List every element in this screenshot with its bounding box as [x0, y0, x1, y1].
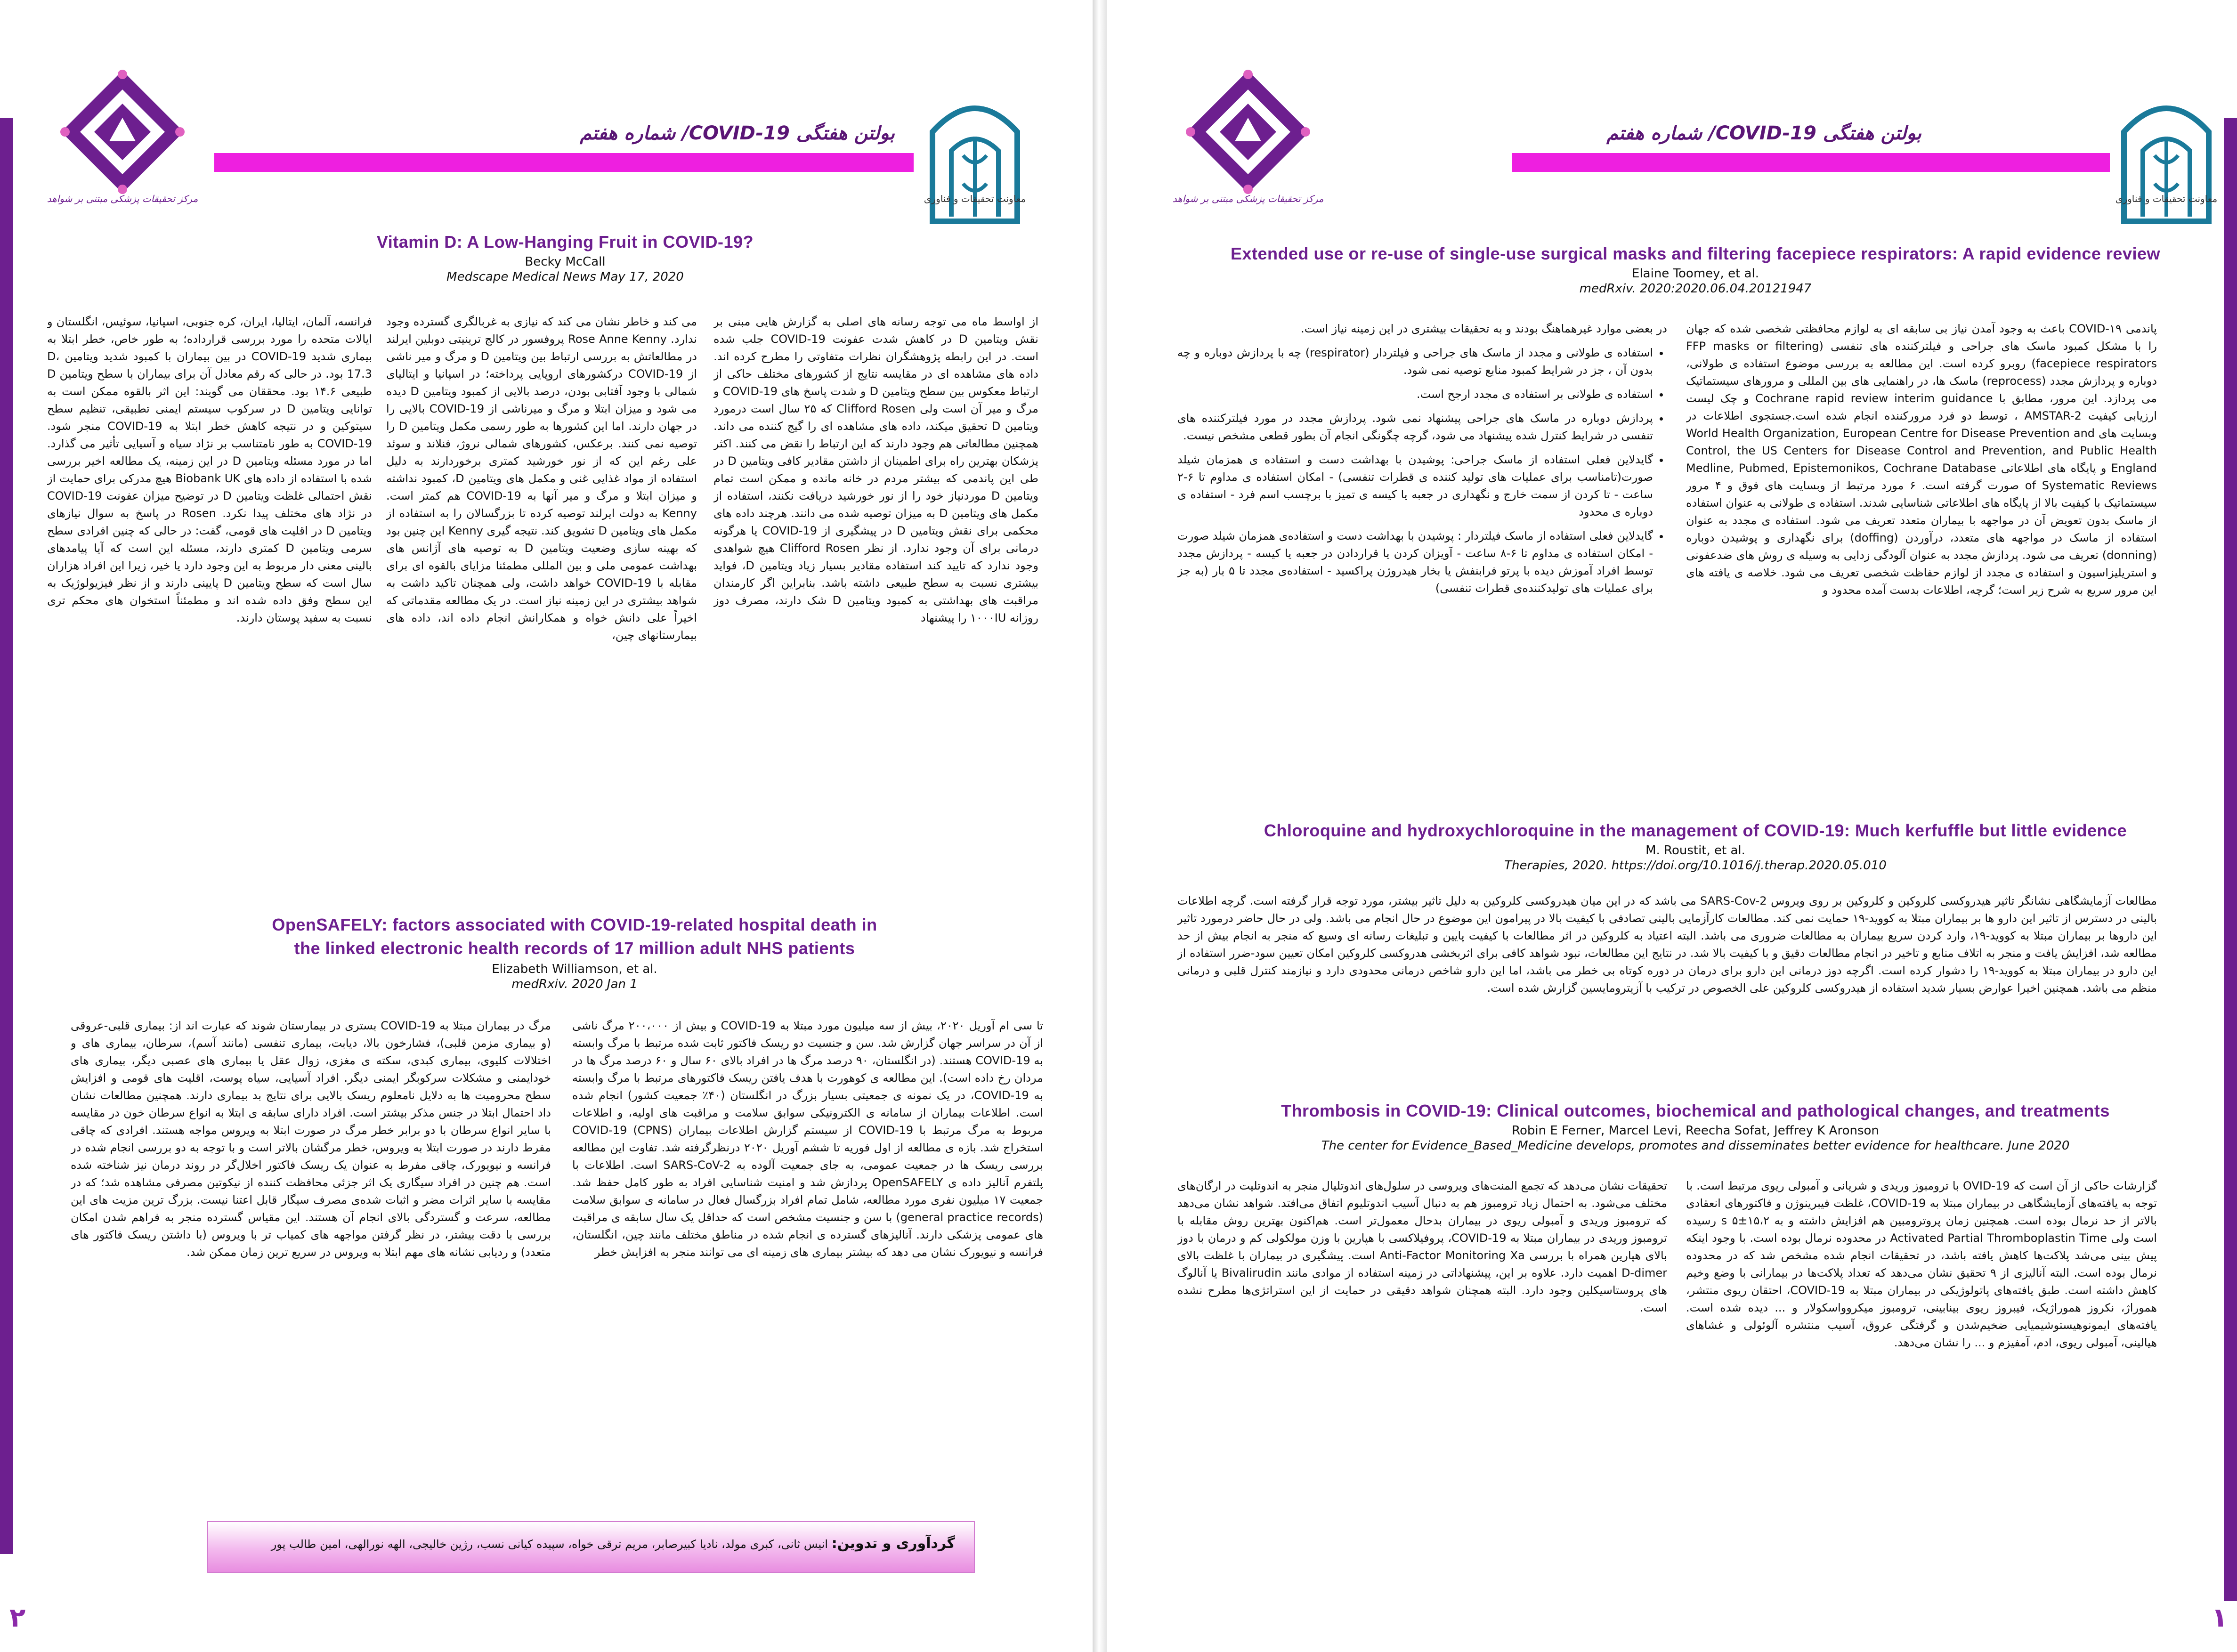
bulletin-title-right: بولتن هفتگی COVID-19/ شماره هفتم	[1606, 122, 1921, 144]
university-logo-left	[923, 80, 1027, 235]
page-gutter	[1093, 0, 1107, 1652]
vitamin-d-col-1: از اواسط ماه می توجه رسانه های اصلی به گزارش هایی مبنی بر نقش ویتامین D در کاهش شدت عفونت COVID-19 جلب شده است. در این رابطه پژوهشگران نظرات متفاوتی را مطرح کرده اند. داده های مشاهده ای در مقایسه نتایج از کشورهای مختلف حاکی از ارتباط معکوس بین سطح ویتامین D و شدت پاسخ های COVID-19 و مرگ و میر آن است ولی Clifford Rosen که ۲۵ سال است درمورد ویتامین D تحقیق میکند، داده های مشاهده ای را گیج کننده می داند. همچنین مطالعاتی هم وجود دارند که این ارتباط را نقض می کنند. اکثر پزشکان بهترین راه برای اطمینان از داشتن مقادیر کافی ویتامین D در طی این پاندمی که بیشتر مردم در خانه مانده و ممکن است تمام ویتامین D موردنیاز خود را از نور خورشید دریافت نکنند، استفاده از مکمل های ویتامین D به میزان توصیه شده می دانند. هرچند داده های محکمی برای نقش ویتامین D در پیشگیری از COVID-19 یا هرگونه درمانی برای آن وجود ندارد. از نظر Clifford Rosen هیچ شواهدی وجود ندارد که تایید کند استفاده مقادیر بسیار زیاد ویتامین D، فواید بیشتری نسبت به سطح طبیعی داشته باشد. بنابراین اگر کارمندان مراقبت های بهداشتی به کمبود ویتامین D شک دارند، مصرف دوز روزانه ۱۰۰۰IU را پیشنهاد	[713, 315, 1038, 624]
thrombosis-source: The center for Evidence_Based_Medicine develops, promotes and disseminates better evidence for healthcare. June 2020	[1321, 1139, 2070, 1153]
masks-col-1: پاندمی COVID-۱۹ باعث به وجود آمدن نیاز بی سابقه ای به لوازم محافظتی شخصی شده که جهان را با مشکل کمبود ماسک های جراحی و فیلترکننده های تنفسی (FFP masks or filtering facepiece respirators) روبرو کرده است. این مطالعه به بررسی موضوع استفاده ی طولانی، دوباره و پردازش مجدد (reprocess) ماسک ها، در راهنمایی های بین المللی و مرورهای سیستماتیک می پردازد. این مرور، مطابق با Cochrane rapid review interim guidance و چک لیست ارزیابی کیفیت AMSTAR-2 ، توسط دو فرد مرورکننده انجام شده است.جستجوی اطلاعات در وبسایت های World Health Organization, European Centre for Disease Prevention and Control, the US Centers for Disease Control and Prevention, and Public Health England و پایگاه های اطلاعاتی Medline, Pubmed, Epistemonikos, Cochrane Database of Systematic Reviews صورت گرفته است. ۶ مورد مرتبط از وبسایت های فوق و ۴ مرور سیستماتیک با کیفیت بالا از پایگاه های اطلاعاتی شناسایی شدند. استفاده ی طولانی به عنوان استفاده از ماسک بدون تعویض آن در مواجهه با بیماران متعدد تعریف می شود. استفاده ی مجدد به عنوان استفاده از ماسک در مواجهه های متعدد، درآوردن (doffing) برای نگهداری و پوشیدن دوباره (donning) تعریف می شود. پردازش مجدد به عنوان آلودگی زدایی به وسیله ی روش های ضدعفونی و استریلیزاسیون و استفاده ی مجدد از لوازم حفاظت شخصی تعریف می شود. خلاصه ی یافته های این مرور سریع به شرح زیر است؛ گرچه، اطلاعات بدست آمده محدود و	[1686, 322, 2157, 597]
masks-col-2-intro: در بعضی موارد غیرهماهنگ بودند و به تحقیقات بیشتری در این زمینه نیاز است.	[1301, 322, 1667, 335]
opensafely-title-line-1: OpenSAFELY: factors associated with COVID-19-related hospital death in	[272, 915, 877, 934]
header-bar-left	[214, 153, 914, 172]
page-right	[1107, 0, 2237, 1652]
header-bar-right	[1512, 153, 2110, 172]
chloroquine-author: M. Roustit, et al.	[1645, 843, 1745, 858]
compilers-box	[207, 1521, 975, 1573]
uni-caption-left: معاونت تحقیقات و فناوری	[924, 193, 1026, 204]
masks-bullet-list	[1177, 344, 1667, 597]
opensafely-author: Elizabeth Williamson, et al.	[492, 962, 657, 976]
chloroquine-title: Chloroquine and hydroxychloroquine in the management of COVID-19: Much kerfuffle but little evidence	[1264, 821, 2127, 840]
university-logo-right	[2115, 80, 2218, 235]
thrombosis-col-1: گزارشات حاکی از آن است که OVID-19 با ترومبوز وریدی و شریانی و آمبولی ریوی مرتبط است. با توجه به یافته‌های آزمایشگاهی در بیماران مبتلا به COVID-19، غلظت فیبرینوژن و فاکتورهای انعقادی بالاتر از حد نرمال بوده است. همچنین زمان پروترومبین هم افزایش داشته و به ۱۵،۲±۵ s رسیده است ولی Activated Partial Thromboplastin Time در محدوده نرمال بوده است. با وجود اینکه پیش بینی می‌شد پلاکت‌ها کاهش یافته باشد، در تحقیقات انجام شده مشخص شد که در محدوده نرمال بوده است. البته آنالیزی از ۹ تحقیق نشان می‌دهد که تعداد پلاکت‌ها در بیمارانی با وضع وخیم کاهش داشته است. طبق یافته‌های پاتولوژیکی در بیماران مبتلا به COVID-19، احتقان ریوی منتشر، هموراژ، نکروز هموراژیک، فیبروز ریوی بینابینی، ترومبوز میکروواسکولار و ... دیده شده است. یافته‌های ایمونوهیستوشیمیایی ضخیم‌شدن و گرفتگی عروق، آسیب منتشره آلوئولی و غشاهای هیالینی، آمبولی ریوی، ادم، آمفیزم و ... را نشان می‌دهد.	[1686, 1179, 2157, 1349]
vitamin-d-author: Becky McCall	[525, 255, 606, 269]
vitamin-d-col-3: فرانسه، آلمان، ایتالیا، ایران، کره جنوبی، اسپانیا، سوئیس، انگلستان و ایالات متحده را مورد بررسی قرارداده؛ به طور خاص، خطر ابتلا به بیماری شدید COVID-19 در بین بیماران با کمبود شدید ویتامین D، 17.3 بود. در حالی که رقم معادل آن برای بیماران با سطح ویتامین D طبیعی ۱۴.۶ بود. محققان می گویند: این اثر بالقوه ممکن است به توانایی ویتامین D در سرکوب سیستم ایمنی تطبیقی، تنظیم سطح سیتوکین و در نتیجه کاهش خطر ابتلا به COVID-19 منجر شود. COVID-19 به طور نامتناسب بر نژاد سیاه و آسیایی تأثیر می گذارد. اما در مورد مسئله ویتامین D در این زمینه، یک مطالعه اخیر بررسی شده با استفاده از داده های Biobank UK هیچ مدرکی برای حمایت از نقش احتمالی غلظت ویتامین D در توضیح میزان عفونت COVID-19 در نژاد های مختلف پیدا نکرد. Rosen در پاسخ به سوال نیازهای ویتامین D در اقلیت های قومی، گفت: در حالی که چنین افرادی سطح سرمی ویتامین D کمتری دارند، مسئله این است که آیا پیامدهای بالینی معنی دار مربوط به این وجود دارد یا خیر، زیرا این افراد هزاران سال است که سطح ویتامین D پایینی دارند و از نظر فیزیولوژیک به این سطح وفق داده شده اند و مطمئناً استخوان های محکم تری نسبت به سفید پوستان دارند.	[47, 315, 372, 624]
bulletin-title-left: بولتن هفتگی COVID-19/ شماره هفتم	[580, 122, 895, 144]
thrombosis-col-2: تحقیقات نشان می‌دهد که تجمع المنت‌های ویروسی در سلول‌های اندوتلیال منجر به اندوتلیت در ارگان‌های مختلف می‌شود. به احتمال زیاد ترومبوز هم به دنبال آسیب اندوتلیوم اتفاق می‌افتد. شواهد نشان می‌دهد که ترومبوز وریدی و آمبولی ریوی در بیماران بدحال معمول‌تر است. هم‌اکنون بهترین روش مقابله با ترومبوز وریدی در بیماران مبتلا به COVID-19، پروفیلاکسی با هپارین با وزن مولکولی کم و درمان با دوز بالای هپارین همراه با بررسی Anti-Factor Monitoring Xa است. پیشگیری در بیماران با غلظت بالای D-dimer اهمیت دارد. علاوه بر این، پیشنهاداتی در زمینه استفاده از موادی مانند Bivalirudin یا آنالوگ های پروستاسیکلین وجود دارد. البته همچنان شواهد دقیقی در حمایت از این استراتژی‌ها مطرح نشده است.	[1177, 1179, 1667, 1314]
masks-title: Extended use or re-use of single-use surgical masks and filtering facepiece respirators: A rapid evidence review	[1230, 244, 2161, 263]
thrombosis-title: Thrombosis in COVID-19: Clinical outcomes, biochemical and pathological changes, and treatments	[1281, 1101, 2110, 1120]
masks-bullet: • استفاده ی طولانی بر استفاده ی مجدد ارجح است.	[1177, 386, 1653, 403]
opensafely-source: medRxiv. 2020 Jan 1	[511, 977, 638, 991]
thrombosis-author: Robin E Ferner, Marcel Levi, Reecha Sofat, Jeffrey K Aronson	[1512, 1124, 1879, 1138]
compilers-label: گردآوری و تدوین:	[831, 1535, 955, 1552]
opensafely-title-line-2: the linked electronic health records of 17 million adult NHS patients	[294, 939, 855, 958]
vitamin-d-col-2: می کند و خاطر نشان می کند که نیازی به غربالگری گسترده وجود ندارد. Rose Anne Kenny پروفسور در کالج ترینیتی دوبلین ایرلند در مطالعاتش به بررسی ارتباط بین ویتامین D و مرگ و میر ناشی از COVID-19 درکشورهای اروپایی پرداخته؛ در اسپانیا و ایتالیای شمالی با وجود آفتابی بودن، درصد بالایی از کمبود ویتامین D دیده می شود و میزان ابتلا و مرگ و میرناشی از COVID-19 بالایی را در جهان دارند. اما این کشورها به طور رسمی مکمل ویتامین D را توصیه نمی کنند. برعکس، کشورهای شمالی نروژ، فنلاند و سوئد علی رغم این که از نور خورشید کمتری برخوردارند به دلیل استفاده از مواد غذایی غنی و مکمل های ویتامین D، کمبود نداشته و میزان ابتلا و مرگ و میر آنها به COVID-19 هم کمتر است. Kenny به دولت ایرلند توصیه کرده تا بزرگسالان را به استفاده از مکمل های ویتامین D تشویق کند. نتیجه گیری Kenny این چنین بود که بهینه سازی وضعیت ویتامین D به توصیه های آژانس های بهداشت عمومی ملی و بین المللی مطمئنا مزایای بالقوه ای برای مقابله با COVID-19 خواهد داشت، ولی همچنان تاکید داشت به شواهد بیشتری در این زمینه نیاز است. در یک مطالعه مقدماتی که اخیراً علی دانش خواه و همکارانش انجام داده اند، داده های بیمارستانهای چین،	[386, 315, 697, 642]
masks-bullet: • پردازش دوباره در ماسک های جراحی پیشنهاد نمی شود. پردازش مجدد در مورد فیلترکننده های تنفسی در شرایط کنترل شده پیشنهاد می شود، گرچه چگونگی انجام آن بطور قطعی مشخص نیست.	[1177, 410, 1653, 445]
chloroquine-body: مطالعات آزمایشگاهی نشانگر تاثیر هیدروکسی کلروکین و کلروکین بر روی ویروس SARS-Cov-2 می باشد که در این میان هیدروکسی کلروکین به دلیل تاثیر بیشتر، مورد توجه قرار گرفته است. گرچه اطلاعات بالینی در دسترس از تاثیر این دارو ها بر بیماران مبتلا به کووید-۱۹ حمایت نمی کند. مطالعات کارآزمایی بالینی تصادفی با کیفیت بالا در پیرامون این موضوع در حال انجام می باشد. ولی در حال حاضر درمورد تاثیر این داروها بر بیماران مبتلا به کووید-۱۹، وارد کردن سریع بیماران به مطالعات ضروری می باشد. البته اعتیاد به کلروکین در اثر مطالعات با کیفیت پایین و تبلیغات رسانه ای وسیع که منجر به انجام بیش از حد مطالعه شد، افزایش یافت و منجر به اتلاف منابع و تاخیر در انجام مطالعات دقیق و با کیفیت بالا شد. در نتایج این مطالعات، نبود شواهد کافی برای اثربخشی هدروکسی کلروکین امکان تعیین سود-ضرر استفاده از این دارو در بیماران مبتلا به کووید-۱۹ را دشوار کرده است. اگرچه دوز درمانی این دارو برای درمان در دوره کوتاه بی خطر می باشد، اما این دارو شاخص درمانی محدودی دارد و نیازمند کنترل قلبی و درمانی منظم می باشد. همچنین اخیرا عوارض بسیار شدید استفاده از هیدروکسی کلروکین علی الخصوص در ترکیب با آزیترومایسین گزارش شده است.	[1177, 894, 2157, 995]
masks-col-2	[1177, 320, 1667, 791]
compilers-names: انیس ثانی، کبری مولد، نادیا کبیرصابر، مریم ترقی خواه، سپیده کیانی نسب، رژین خالیجی، الهه نورالهی، امین طالب پور	[271, 1538, 828, 1551]
vitamin-d-title: Vitamin D: A Low-Hanging Fruit in COVID-19?	[376, 232, 754, 251]
side-bar-left	[0, 118, 13, 1554]
center-caption-right: مرکز تحقیقات پزشکی مبتنی بر شواهد	[1172, 193, 1324, 204]
masks-bullet: • گایدلاین فعلی استفاده از ماسک جراحی: پوشیدن با بهداشت دست و استفاده ی همزمان شیلد صورت(تامناسب برای عملیات های تولید کننده ی قطرات تنفسی) - امکان استفاده ی مداوم تا ۶-۲ ساعت - تا کردن از سمت خارج و نگهداری در جعبه یا کیسه ی تمیز با برچسب اسم فرد - استفاده ی دوباره ی محدود	[1177, 451, 1653, 521]
center-caption-left: مرکز تحقیقات پزشکی مبتنی بر شواهد	[47, 193, 198, 204]
page-number-left: ۲	[9, 1603, 26, 1633]
opensafely-col-1: تا سی ام آوریل ۲۰۲۰، بیش از سه میلیون مورد مبتلا به COVID-19 و بیش از ۲۰۰،۰۰۰ مرگ ناشی از آن در سراسر جهان گزارش شد. سن و جنسیت دو ریسک فاکتور ثابت شده مرتبط با مرگ وابسته به COVID-19 هستند. (در انگلستان، ۹۰ درصد مرگ ها در افراد بالای ۶۰ سال و ۶۰ درصد مرگ ها در مردان رخ داده است). این مطالعه ی کوهورت با هدف یافتن ریسک فاکتورهای مرتبط با مرگ وابسته به COVID-19، در یک نمونه ی جمعیتی بسیار بزرگ در انگلستان (۴۰٪ جمعیت کشور) انجام شده است. اطلاعات بیماران از سامانه ی الکترونیکی سوابق سلامت و مراقبت های اولیه، و اطلاعات مربوط به مرگ مرتبط با COVID-19 از سیستم گزارش اطلاعات بیماران (COVID-19 (CPNS استخراج شد. بازه ی مطالعه از اول فوریه تا ششم آوریل ۲۰۲۰ درنظرگرفته شد. تفاوت این مطالعه بررسی ریسک ها در جمعیت عمومی، به جای جمعیت آلوده به SARS-CoV-2 است. اطلاعات با پلتفرم آنالیز داده ی OpenSAFELY پردازش شد و امنیت شناسایی افراد به طور کامل حفظ شد. جمعیت ۱۷ میلیون نفری مورد مطالعه، شامل تمام افراد بزرگسال فعال در سامانه ی سوابق سلامت (general practice records) با سن و جنسیت مشخص است که حداقل یک سال سابقه ی مراقبت های عمومی پزشکی دارند. آنالیزهای گسترده ی انجام شده در مناطق مختلف مانند چین، انگلستان، فرانسه و نیویورک نشان می دهد که بیشتر بیماری های زمینه ای می توانند منجر به افزایش خطر	[572, 1019, 1043, 1259]
ebm-center-logo-left	[52, 61, 193, 268]
uni-caption-right: معاونت تحقیقات و فناوری	[2115, 193, 2218, 204]
vitamin-d-source: Medscape Medical News May 17, 2020	[446, 270, 684, 284]
masks-source: medRxiv. 2020:2020.06.04.20121947	[1579, 282, 1812, 296]
masks-author: Elaine Toomey, et al.	[1632, 267, 1759, 281]
masks-bullet: • گایدلاین فعلی استفاده از ماسک فیلتردار : پوشیدن با بهداشت دست و استفاده‌ی همزمان شیلد صورت - امکان استفاده ی مداوم تا ۶-۸ ساعت - آویزان کردن یا قراردادن در جعبه یا کیسه - پردازش مجدد توسط افراد آموزش دیده با پرتو فرابنفش یا بخار هیدروژن پراکسید - استفاده‌ی مجدد تا ۵ بار (به جز برای عملیات های تولیدکننده‌ی قطرات تنفسی)	[1177, 527, 1653, 597]
page-number-right: ۱	[2211, 1603, 2228, 1633]
masks-bullet: • استفاده ی طولانی و مجدد از ماسک های جراحی و فیلتردار (respirator) چه با پردازش دوباره و چه بدون آن ، جز در شرایط کمبود منابع توصیه نمی شود.	[1177, 344, 1653, 379]
chloroquine-source: Therapies, 2020. https://doi.org/10.1016/j.therap.2020.05.010	[1504, 858, 1887, 873]
opensafely-col-2: مرگ در بیماران مبتلا به COVID-19 بستری در بیمارستان شوند که عبارت اند از: بیماری قلبی-عروقی (و بیماری مزمن قلبی)، فشارخون بالا، دیابت، بیماری تنفسی (مانند آسم)، سرطان، بیماری های و اختلالات کلیوی، بیماری کبدی، سکته ی مغزی، زوال عقل یا بیماری های عصبی دیگر، بیماری های خودایمنی و مشکلات سرکوبگر ایمنی دیگر. افراد آسیایی، سیاه پوست، اقلیت های قومی و افزایش سطح محرومیت ها به دلایل نامعلوم ریسک بالایی برای نتایج بد بیماری دارند. همچنین مطالعات نشان داد احتمال ابتلا در جنس مذکر بیشتر است. افراد دارای سابقه ی ابتلا به انواع سرطان خون در مقایسه با سایر انواع سرطان با دو برابر خطر مرگ در صورت ابتلا به ویروس مواجه هستند. افرادی که چاقی مفرط دارند در صورت ابتلا به ویروس، خطر مرگشان بالاتر است و با توجه به دو بررسی انجام شده در فرانسه و نیویورک، چاقی مفرط به عنوان یک ریسک فاکتور اخلال‌گر در روند درمان نیز شناخته شده است. هم چنین در افراد سیگاری یک اثر جزئی محافظت کننده از نیکوتین مصرفی مشاهده شد؛ که در مقایسه با سایر اثرات مضر و اثبات شده‌ی مصرف سیگار قابل اعتنا نیست. بزرگ ترین مزیت های این مطالعه، سرعت و گستردگی بالای انجام آن هستند. این مقیاس گسترده منجر به فراهم شدن امکان بررسی با دقت بیشتر، در نظر گرفتن مواجهه های کمیاب تر با ویروس (با داشتن ریسک فاکتور های متعدد) و ردیابی نشانه های مهم ابتلا به ویروس در سریع ترین زمان ممکن شد.	[71, 1019, 551, 1259]
side-bar-right	[2224, 118, 2237, 1601]
ebm-center-logo-right	[1177, 61, 1319, 268]
page-left	[0, 0, 1093, 1652]
